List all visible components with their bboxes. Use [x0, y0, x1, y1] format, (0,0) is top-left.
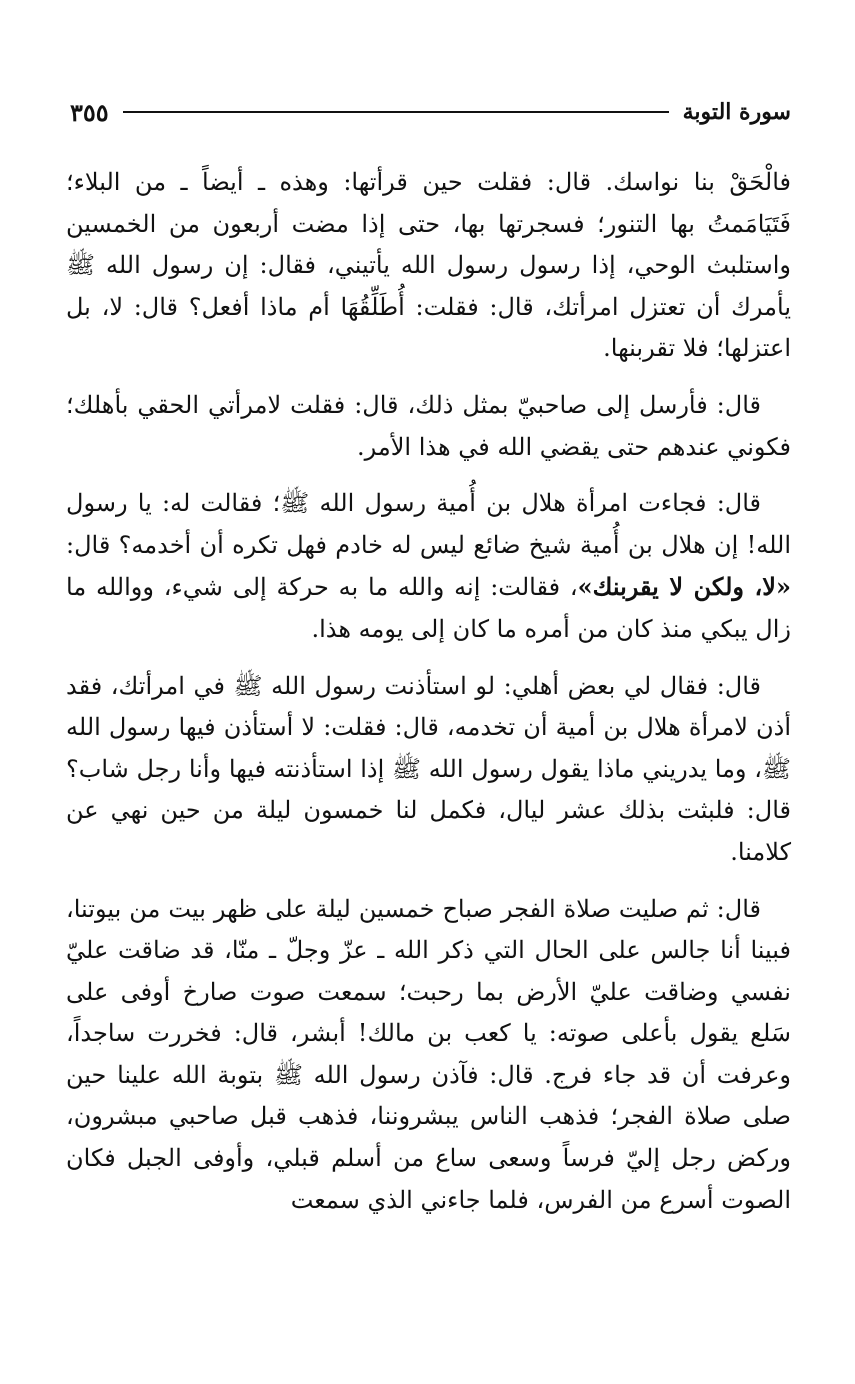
paragraph-3 [66, 483, 791, 650]
header-rule [123, 111, 669, 113]
paragraph-5: قال: ثم صليت صلاة الفجر صباح خمسين ليلة على ظهر بيت من بيوتنا، فبينا أنا جالس على الحال التي ذكر الله ـ عزّ وجلّ ـ منّا، قد ضاقت عليّ نفسي وضاقت عليّ الأرض بما رحبت؛ سمعت صوت صارخ أوفى على سَلع يقول بأعلى صوته: يا كعب بن مالك! أبشر، قال: فخررت ساجداً، وعرفت أن قد جاء فرج. قال: فآذن رسول الله ﷺ بتوبة الله علينا حين صلى صلاة الفجر؛ فذهب الناس يبشروننا، فذهب قبل صاحبي مبشرون، وركض رجل إليّ فرساً وسعى ساع من أسلم قبلي، وأوفى الجبل فكان الصوت أسرع من الفرس، فلما جاءني الذي سمعت [66, 894, 791, 1214]
running-header [70, 92, 791, 132]
page-body [66, 162, 791, 1221]
surah-title: سورة التوبة [682, 99, 791, 125]
paragraph-2: قال: فأرسل إلى صاحبيّ بمثل ذلك، قال: فقلت لامرأتي الحقي بأهلك؛ فكوني عندهم حتى يقضي الله في هذا الأمر. [66, 390, 791, 461]
paragraph-1: فالْحَقْ بنا نواسك. قال: فقلت حين قرأتها: وهذه ـ أيضاً ـ من البلاء؛ فَتَيَامَمتُ بها التنور؛ فسجرتها بها، حتى إذا مضت أربعون من الخمسين واستلبث الوحي، إذا رسول رسول الله يأتيني، فقال: إن رسول الله ﷺ يأمرك أن تعتزل امرأتك، قال: فقلت: أُطَلِّقُهَا أم ماذا أفعل؟ قال: لا، بل اعتزلها؛ فلا تقربنها. [66, 168, 791, 363]
prophet-quote: «لا، ولكن لا يقربنك» [577, 572, 791, 602]
paragraph-4: قال: فقال لي بعض أهلي: لو استأذنت رسول الله ﷺ في امرأتك، فقد أذن لامرأة هلال بن أمية أن تخدمه، قال: فقلت: لا أستأذن فيها رسول الله ﷺ، وما يدريني ماذا يقول رسول الله ﷺ إذا استأذنته فيها وأنا رجل شاب؟ قال: فلبثت بذلك عشر ليال، فكمل لنا خمسون ليلة من حين نهي عن كلامنا. [66, 671, 791, 866]
paragraph-3-after: ، فقالت: إنه والله ما به حركة إلى شيء، ووالله ما زال يبكي منذ كان من أمره ما كان إلى يومه هذا. [66, 573, 791, 643]
page-number: ٣٥٥ [70, 97, 109, 127]
paragraph-3-before: قال: فجاءت امرأة هلال بن أُمية رسول الله ﷺ؛ فقالت له: يا رسول الله! إن هلال بن أُمية شيخ ضائع ليس له خادم فهل تكره أن أخدمه؟ قال: [66, 489, 791, 559]
